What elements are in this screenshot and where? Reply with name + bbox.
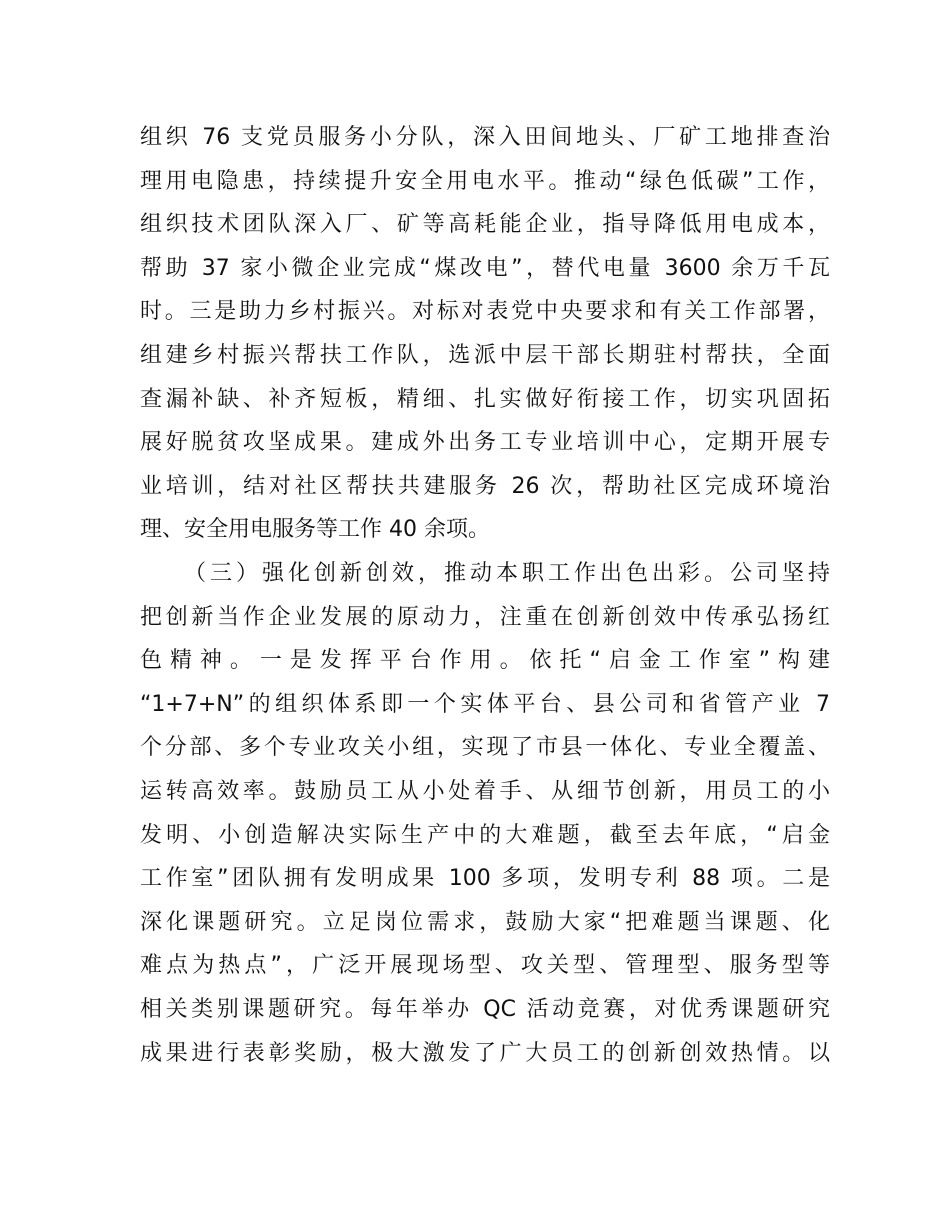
paragraph-rural-revitalization: [140, 116, 830, 552]
text-line: 组建乡村振兴帮扶工作队，选派中层干部长期驻村帮扶，全面: [140, 342, 830, 368]
text-line: 理用电隐患，持续提升安全用电水平。推动“绿色低碳”工作，: [140, 168, 830, 194]
text-line: 运转高效率。鼓励员工从小处着手、从细节创新，用员工的小: [140, 778, 830, 804]
text-line: “1+7+N”的组织体系即一个实体平台、县公司和省管产业 7: [140, 691, 830, 717]
text-line: 成果进行表彰奖励，极大激发了广大员工的创新创效热情。以: [140, 1040, 830, 1066]
text-line: 相关类别课题研究。每年举办 QC 活动竞赛，对优秀课题研究: [140, 996, 830, 1022]
section-heading-line: [140, 552, 830, 596]
text-line: 工作室”团队拥有发明成果 100 多项，发明专利 88 项。二是: [140, 866, 830, 892]
text-line: 查漏补缺、补齐短板，精细、扎实做好衔接工作，切实巩固拓: [140, 386, 830, 412]
text-line: 把创新当作企业发展的原动力，注重在创新创效中传承弘扬红: [140, 604, 830, 630]
text-line: 帮助 37 家小微企业完成“煤改电”，替代电量 3600 余万千瓦: [140, 255, 830, 281]
paragraph-innovation: [140, 552, 830, 1075]
text-line: 色精神。一是发挥平台作用。依托“启金工作室”构建: [140, 648, 830, 674]
text-line: 难点为热点”，广泛开展现场型、攻关型、管理型、服务型等: [140, 953, 830, 979]
text-line: 理、安全用电服务等工作 40 余项。: [140, 517, 490, 543]
text-line: 业培训，结对社区帮扶共建服务 26 次，帮助社区完成环境治: [140, 473, 830, 499]
text-line: 深化课题研究。立足岗位需求，鼓励大家“把难题当课题、化: [140, 909, 830, 935]
text-line: 个分部、多个专业攻关小组，实现了市县一体化、专业全覆盖、: [140, 735, 830, 761]
text-line: 展好脱贫攻坚成果。建成外出务工专业培训中心，定期开展专: [140, 430, 830, 456]
text-line: （三）强化创新创效，推动本职工作出色出彩。公司坚持: [184, 561, 830, 586]
text-line: 组织 76 支党员服务小分队，深入田间地头、厂矿工地排查治: [140, 125, 830, 150]
text-line: 时。三是助力乡村振兴。对标对表党中央要求和有关工作部署，: [140, 299, 830, 325]
text-line: 发明、小创造解决实际生产中的大难题，截至去年底，“启金: [140, 822, 830, 848]
text-line: 组织技术团队深入厂、矿等高耗能企业，指导降低用电成本，: [140, 212, 830, 238]
